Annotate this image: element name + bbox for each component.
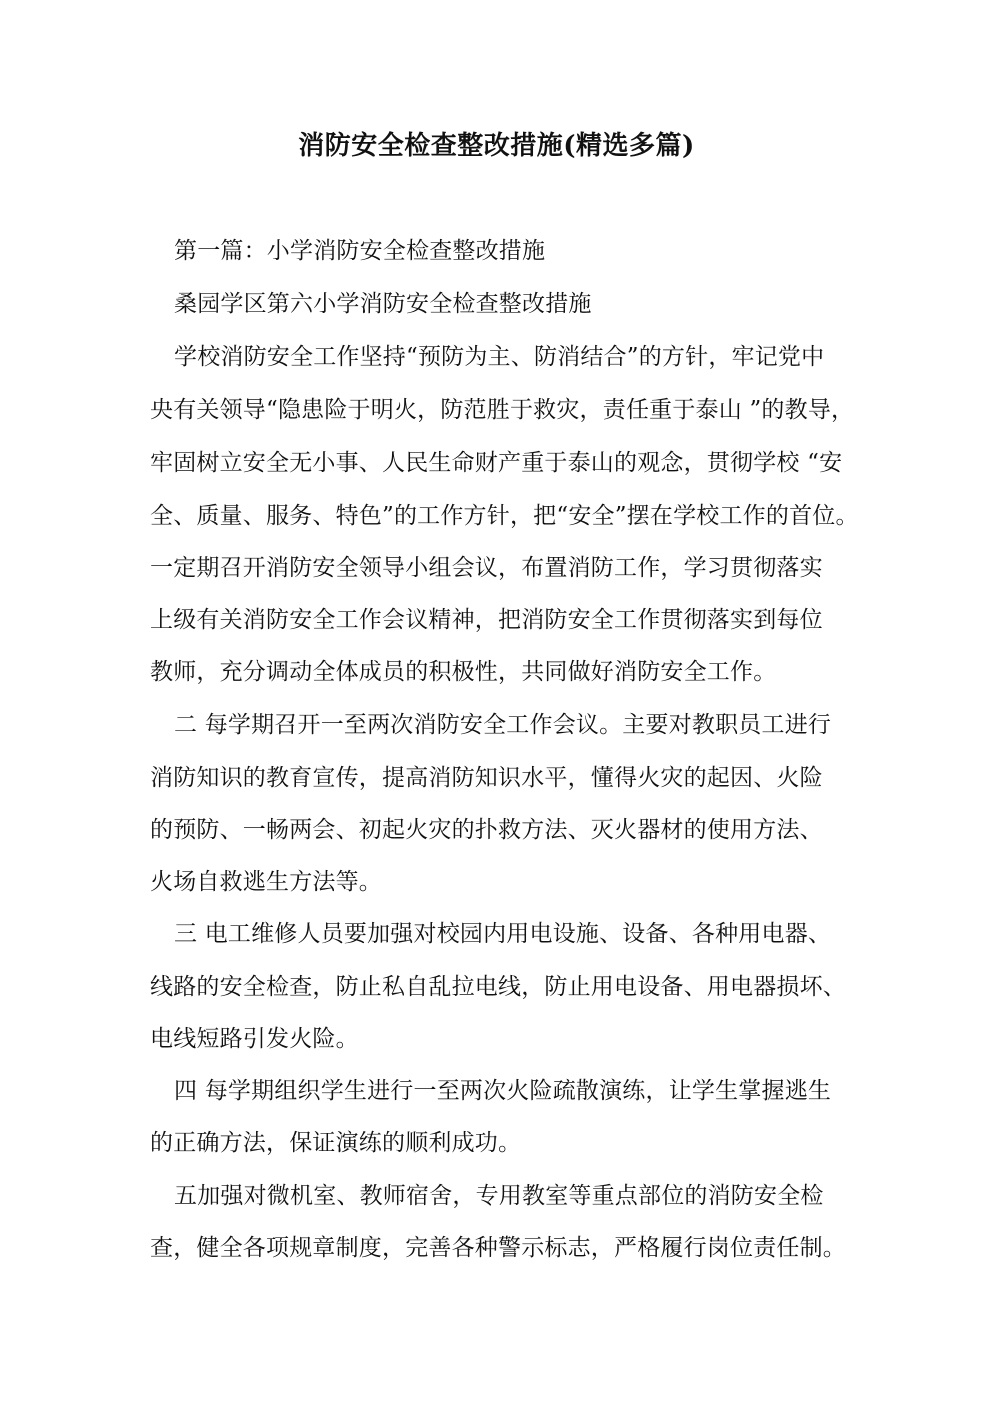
paragraph-line: 线路的安全检查，防止私自乱拉电线，防止用电设备、用电器损坏、 — [150, 974, 846, 1000]
paragraph-line: 查，健全各项规章制度，完善各种警示标志，严格履行岗位责任制。 — [150, 1235, 846, 1261]
paragraph-line: 一定期召开消防安全领导小组会议，布置消防工作，学习贯彻落实 — [150, 555, 823, 581]
paragraph-line: 火场自救逃生方法等。 — [150, 869, 382, 895]
paragraph-line-heading: 第一篇：小学消防安全检查整改措施 — [174, 238, 546, 264]
paragraph-line: 消防知识的教育宣传，提高消防知识水平，懂得火灾的起因、火险 — [150, 765, 823, 791]
paragraph-line: 教师，充分调动全体成员的积极性，共同做好消防安全工作。 — [150, 659, 777, 685]
paragraph-line: 的正确方法，保证演练的顺利成功。 — [150, 1130, 522, 1156]
paragraph-line: 央有关领导“隐患险于明火，防范胜于救灾，责任重于泰山 ”的教导， — [150, 397, 855, 423]
paragraph-line: 五加强对微机室、教师宿舍，专用教室等重点部位的消防安全检 — [174, 1183, 824, 1209]
paragraph-line: 学校消防安全工作坚持“预防为主、防消结合”的方针，牢记党中 — [174, 344, 825, 370]
paragraph-line: 的预防、一畅两会、初起火灾的扑救方法、灭火器材的使用方法、 — [150, 817, 823, 843]
paragraph-line: 二 每学期召开一至两次消防安全工作会议。主要对教职员工进行 — [174, 712, 832, 738]
paragraph-line: 电线短路引发火险。 — [150, 1026, 359, 1052]
paragraph-line: 全、质量、服务、特色”的工作方针，把“安全”摆在学校工作的首位。 — [150, 503, 859, 529]
paragraph-line: 牢固树立安全无小事、人民生命财产重于泰山的观念，贯彻学校 “安 — [150, 450, 843, 476]
document-title: 消防安全检查整改措施(精选多篇) — [298, 131, 695, 161]
paragraph-line: 四 每学期组织学生进行一至两次火险疏散演练，让学生掌握逃生 — [174, 1078, 832, 1104]
paragraph-line: 三 电工维修人员要加强对校园内用电设施、设备、各种用电器、 — [174, 921, 832, 947]
paragraph-line: 上级有关消防安全工作会议精神，把消防安全工作贯彻落实到每位 — [150, 607, 823, 633]
paragraph-line-subheading: 桑园学区第六小学消防安全检查整改措施 — [174, 291, 592, 317]
